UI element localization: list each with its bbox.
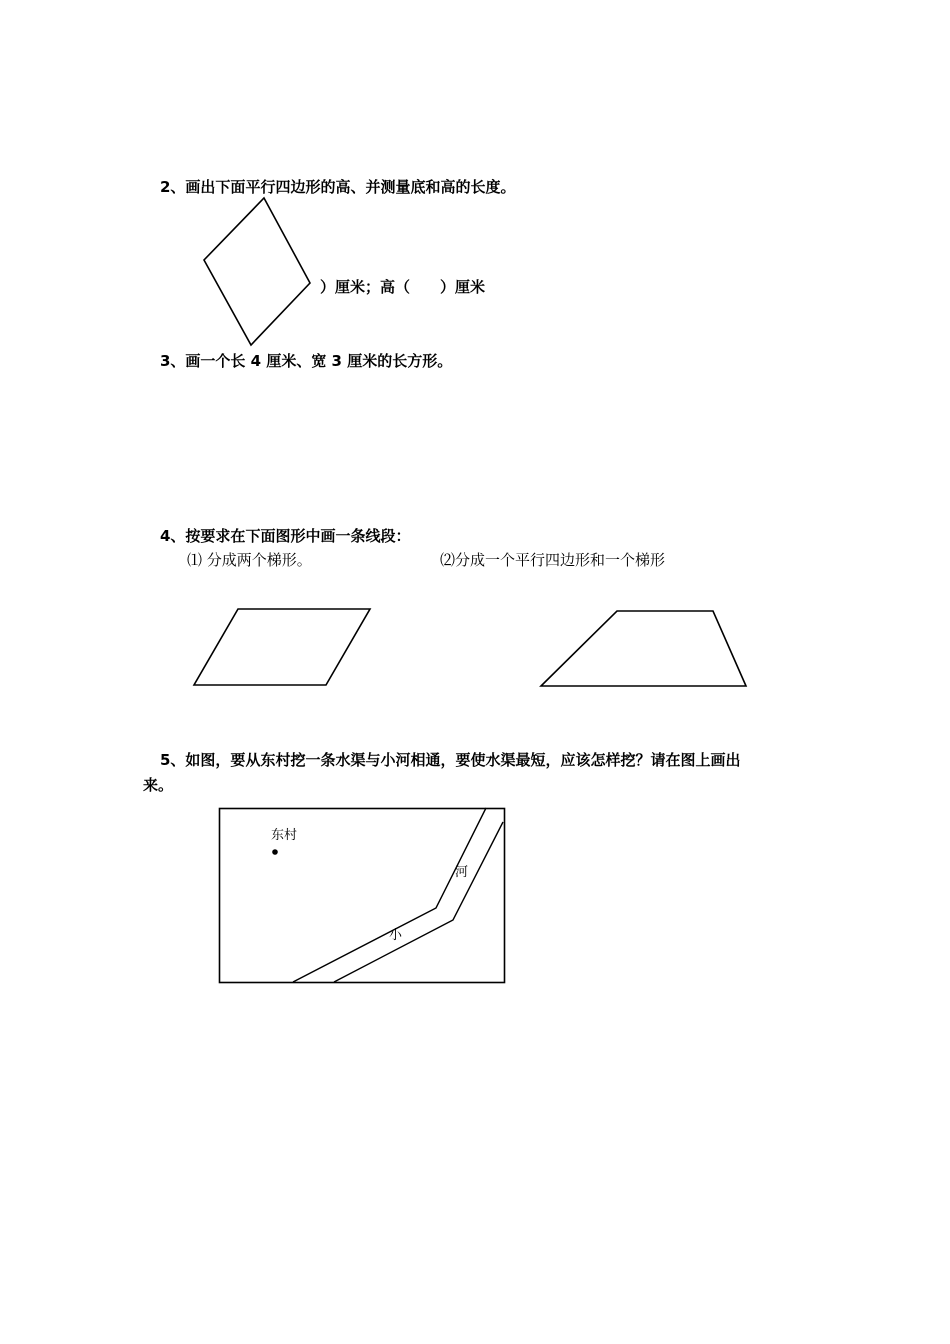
q2-answer-line: ）厘米；高（ ）厘米 xyxy=(320,278,486,296)
q5-river-label-he: 河 xyxy=(455,865,469,880)
q5-village-dot xyxy=(272,849,278,855)
q4-part1: ⑴ 分成两个梯形。 xyxy=(187,551,312,569)
q5-title-line2: 来。 xyxy=(143,776,174,794)
q5-title-line1: 5、如图，要从东村挖一条水渠与小河相通，要使水渠最短，应该怎样挖？请在图上画出 xyxy=(160,751,741,769)
q5-river-bank-lower xyxy=(334,822,503,982)
q4-title: 4、按要求在下面图形中画一条线段： xyxy=(160,527,411,545)
q5-river-label-xiao: 小 xyxy=(389,928,403,943)
q2-title: 2、画出下面平行四边形的高、并测量底和高的长度。 xyxy=(160,178,516,196)
q3-title: 3、画一个长 4 厘米、宽 3 厘米的长方形。 xyxy=(160,352,453,370)
q5-river-bank-upper xyxy=(293,808,486,982)
q5-village-label: 东村 xyxy=(271,828,298,843)
q5-map-frame xyxy=(220,809,505,983)
q4-part2: ⑵分成一个平行四边形和一个梯形 xyxy=(440,551,666,569)
q4-parallelogram xyxy=(194,609,370,685)
q2-parallelogram xyxy=(204,198,310,345)
q4-trapezoid xyxy=(541,611,746,686)
